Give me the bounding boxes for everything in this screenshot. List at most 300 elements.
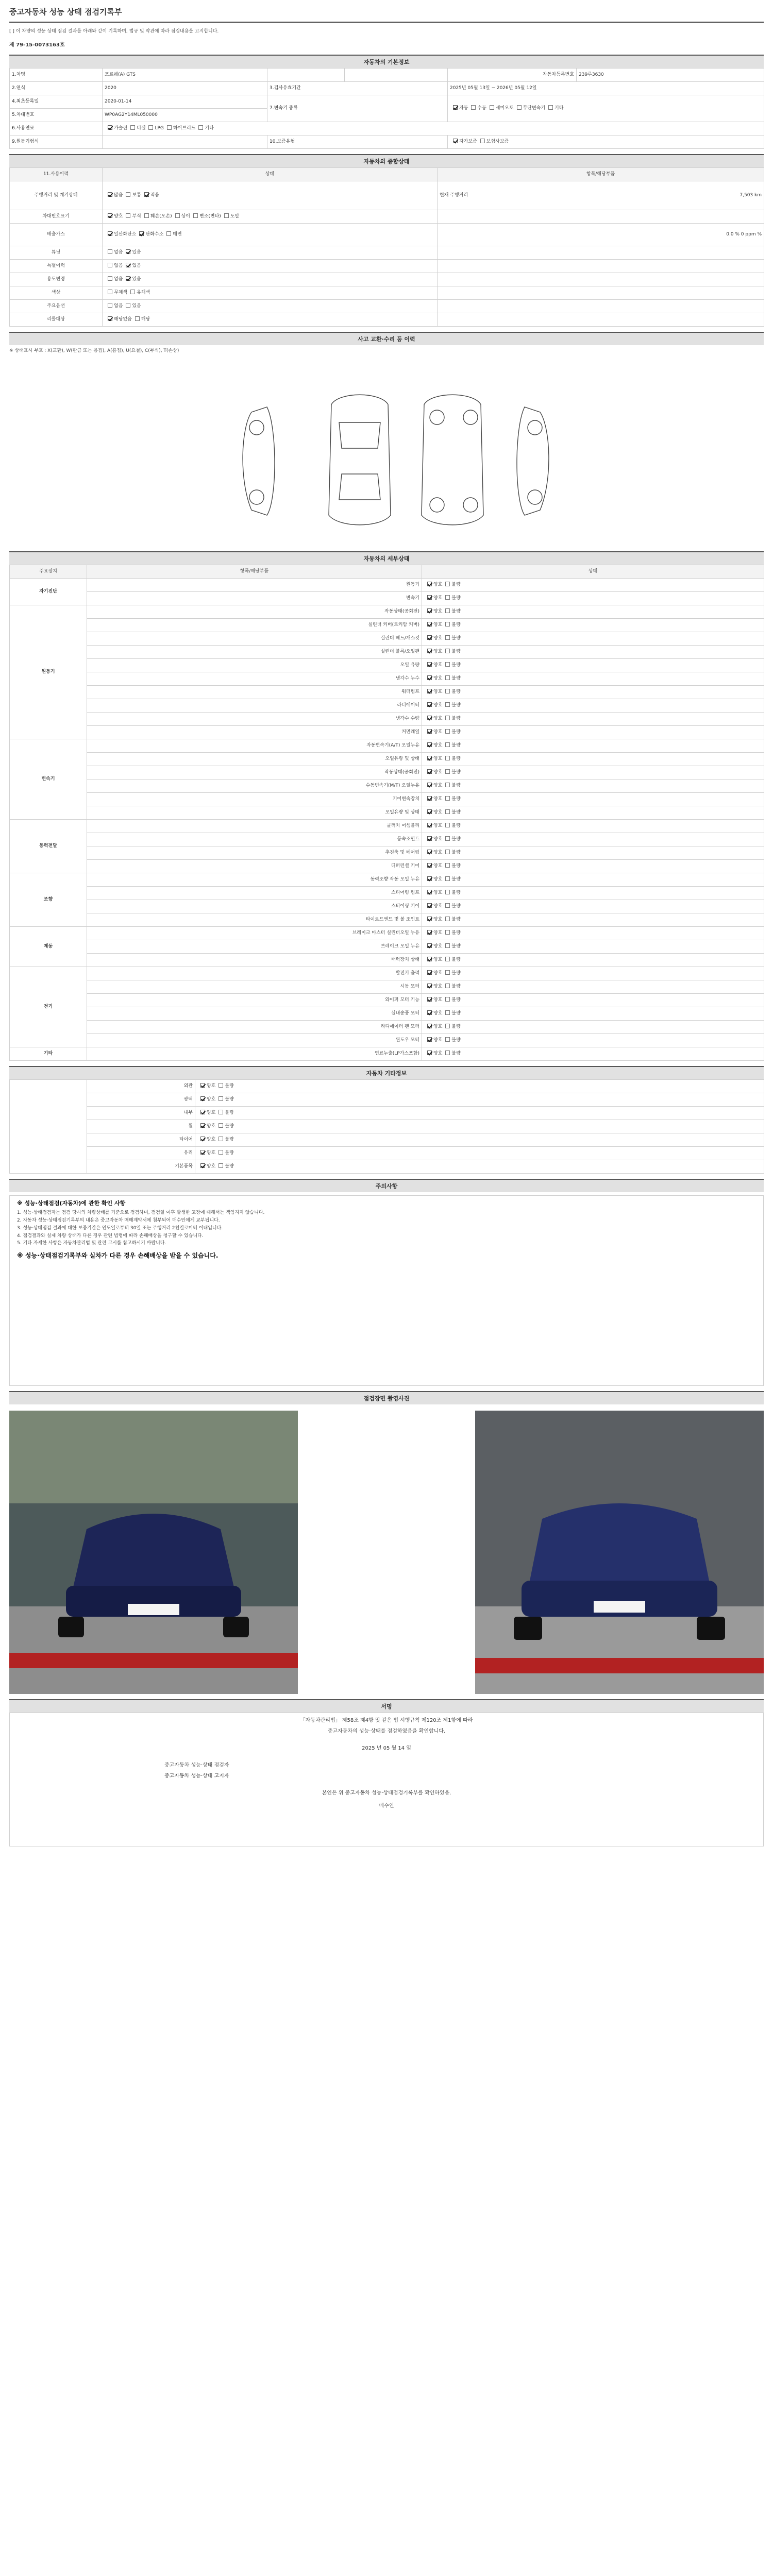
checkbox-bad[interactable]: [219, 1096, 223, 1101]
checkbox-bad[interactable]: [445, 890, 450, 894]
detail-item-name: 동력조향 작동 오일 누유: [87, 873, 422, 887]
state-bad-label: 불량: [451, 957, 461, 963]
detail-item-state: [422, 619, 764, 632]
detail-item-name: 와이퍼 모터 기능: [87, 994, 422, 1007]
checkbox-good[interactable]: [427, 890, 432, 894]
warranty-label: 10.보증유형: [267, 135, 448, 149]
state-good-label: 양호: [433, 730, 443, 735]
state-bad-label: 불량: [451, 676, 461, 682]
checkbox-bad[interactable]: [445, 1050, 450, 1055]
reg-number-value: 239루3630: [577, 69, 764, 82]
state-good-label: 양호: [433, 1038, 443, 1043]
state-good-label: 양호: [433, 1024, 443, 1030]
checkbox-bad[interactable]: [445, 608, 450, 613]
section-basic-info: 자동차의 기본정보: [9, 55, 764, 68]
detail-item-state: [422, 1034, 764, 1047]
year-value: 2020: [103, 82, 267, 95]
checkbox-good[interactable]: [427, 756, 432, 760]
detail-item-state: [422, 900, 764, 913]
checkbox-good[interactable]: [427, 675, 432, 680]
car-outline-svg: [9, 345, 764, 541]
notes-box: [9, 1195, 764, 1386]
state-good-label: 양호: [433, 957, 443, 963]
checkbox-bad[interactable]: [219, 1150, 223, 1155]
first-reg-value: 2020-01-14: [103, 95, 267, 109]
checkbox-bad[interactable]: [445, 635, 450, 640]
state-good-label: 양호: [433, 703, 443, 708]
state-bad-label: 불량: [451, 649, 461, 655]
state-bad-label: 불량: [225, 1083, 234, 1089]
detail-item-state: [422, 860, 764, 873]
checkbox-bad[interactable]: [445, 863, 450, 868]
other-item-state: [195, 1080, 764, 1093]
checkbox-bad[interactable]: [219, 1137, 223, 1141]
year-label: 2.연식: [10, 82, 103, 95]
overall-row-label: 용도변경: [10, 273, 103, 286]
detail-item-state: [422, 887, 764, 900]
detail-item-state: [422, 820, 764, 833]
inspection-photo-rear: [475, 1411, 764, 1694]
checkbox-good[interactable]: [427, 970, 432, 975]
state-good-label: 양호: [433, 663, 443, 668]
overall-row-label: 리콜대상: [10, 313, 103, 327]
checkbox-good[interactable]: [427, 863, 432, 868]
section-sign: 서명: [9, 1699, 764, 1713]
state-bad-label: 불량: [451, 783, 461, 789]
state-bad-label: 불량: [451, 1051, 461, 1057]
checkbox-good[interactable]: [427, 595, 432, 600]
checkbox-good[interactable]: [427, 783, 432, 787]
checkbox-good[interactable]: [200, 1123, 205, 1128]
sign-line-2: 중고자동차의 성능·상태를 점검하였음을 확인합니다.: [327, 1728, 446, 1735]
checkbox-good[interactable]: [200, 1163, 205, 1168]
state-good-label: 양호: [433, 1011, 443, 1016]
state-bad-label: 불량: [451, 930, 461, 936]
checkbox-bad[interactable]: [445, 729, 450, 734]
detail-head-state: 상태: [422, 565, 764, 579]
overall-table: [9, 167, 764, 327]
other-item-name: 타이어: [87, 1133, 195, 1147]
state-good-label: 양호: [433, 1051, 443, 1057]
detail-item-state: [422, 713, 764, 726]
checkbox-good[interactable]: [427, 1037, 432, 1042]
state-good-label: 양호: [207, 1110, 216, 1116]
checkbox-good[interactable]: [427, 836, 432, 841]
detail-item-state: [422, 1007, 764, 1021]
reg-number-label: 자동차등록번호: [448, 69, 577, 82]
checkbox-good[interactable]: [200, 1110, 205, 1114]
detail-item-name: 브레이크 마스터 실린더오일 누유: [87, 927, 422, 940]
checkbox-good[interactable]: [427, 1010, 432, 1015]
photo-row: [9, 1411, 764, 1694]
detail-item-state: [422, 980, 764, 994]
detail-item-state: [422, 913, 764, 927]
detail-item-name: 타이로드엔드 및 볼 조인트: [87, 913, 422, 927]
detail-item-state: [422, 632, 764, 646]
state-good-label: 양호: [433, 609, 443, 615]
detail-item-name: 오일유량 및 상태: [87, 806, 422, 820]
vin-label: 5.차대번호: [10, 109, 103, 122]
section-exterior: 사고 교환·수리 등 이력: [9, 332, 764, 345]
detail-item-name: 클러치 어셈블리: [87, 820, 422, 833]
detail-group-name: 원동기: [10, 605, 87, 739]
checkbox-bad[interactable]: [445, 756, 450, 760]
checkbox-good[interactable]: [427, 662, 432, 667]
detail-item-state: [422, 1021, 764, 1034]
detail-item-name: 수동변속기(M/T) 오일누유: [87, 779, 422, 793]
checkbox-good[interactable]: [200, 1150, 205, 1155]
checkbox-bad[interactable]: [445, 809, 450, 814]
checkbox-good[interactable]: [200, 1096, 205, 1101]
checkbox-bad[interactable]: [445, 716, 450, 720]
motor-value: [103, 135, 267, 149]
sign-inspector: 중고자동차 성능·상태 점검자: [164, 1762, 229, 1769]
transmission-options: 자동 수동 세미오토 무단변속기 기타: [448, 95, 764, 122]
detail-item-state: [422, 806, 764, 820]
note-item: 4. 점검결과와 실제 차량 상태가 다른 경우 관련 법령에 따라 손해배상을 청구할 수 있습니다.: [17, 1233, 204, 1239]
checkbox-bad[interactable]: [445, 957, 450, 961]
state-bad-label: 불량: [451, 904, 461, 909]
other-item-state: [195, 1107, 764, 1120]
detail-item-name: 냉각수 누수: [87, 672, 422, 686]
detail-item-state: [422, 659, 764, 672]
overall-row-options: 없음 있음: [103, 300, 438, 313]
checkbox-good[interactable]: [427, 796, 432, 801]
state-bad-label: 불량: [451, 636, 461, 641]
state-bad-label: 불량: [451, 997, 461, 1003]
checkbox-bad[interactable]: [445, 675, 450, 680]
detail-item-name: 커먼레일: [87, 726, 422, 739]
checkbox-bad[interactable]: [445, 622, 450, 626]
checkbox-bad[interactable]: [445, 836, 450, 841]
state-good-label: 양호: [433, 689, 443, 695]
checkbox-good[interactable]: [427, 997, 432, 1002]
detail-item-name: 브레이크 오일 누유: [87, 940, 422, 954]
state-bad-label: 불량: [451, 622, 461, 628]
state-good-label: 양호: [433, 716, 443, 722]
state-bad-label: 불량: [451, 756, 461, 762]
checkbox-bad[interactable]: [445, 649, 450, 653]
detail-item-name: 등속조인트: [87, 833, 422, 846]
section-photo: 점검장면 촬영사진: [9, 1391, 764, 1404]
state-good-label: 양호: [433, 904, 443, 909]
detail-item-state: [422, 686, 764, 699]
section-other: 자동차 기타정보: [9, 1066, 764, 1079]
detail-item-name: 자동변속기(A/T) 오일누유: [87, 739, 422, 753]
detail-item-state: [422, 646, 764, 659]
detail-item-name: 배력장치 상태: [87, 954, 422, 967]
checkbox-bad[interactable]: [445, 742, 450, 747]
sign-seller: 중고자동차 성능·상태 고지자: [164, 1773, 229, 1780]
checkbox-bad[interactable]: [445, 1024, 450, 1028]
document-title: 중고자동차 성능 상태 점검기록부: [9, 7, 764, 23]
inspection-period-label: 3.검사유효기간: [267, 82, 448, 95]
detail-item-name: 기어변속장치: [87, 793, 422, 806]
checkbox-bad[interactable]: [445, 1037, 450, 1042]
checkbox-good[interactable]: [427, 729, 432, 734]
detail-item-state: [422, 967, 764, 980]
warranty-options: 자가보증 보험사보증: [448, 135, 764, 149]
sign-line-3: 본인은 위 중고자동차 성능·상태점검기록부를 확인하였음.: [322, 1790, 451, 1797]
detail-item-state: [422, 766, 764, 779]
overall-row-label: 특별이력: [10, 260, 103, 273]
detail-head-item: 항목/해당부품: [87, 565, 422, 579]
detail-item-state: [422, 672, 764, 686]
other-item-state: [195, 1147, 764, 1160]
state-good-label: 양호: [207, 1164, 216, 1170]
state-good-label: 양호: [433, 863, 443, 869]
detail-head-system: 주요장치: [10, 565, 87, 579]
checkbox-bad[interactable]: [445, 930, 450, 935]
sign-line-1: 「자동차관리법」 제58조 제4항 및 같은 법 시행규칙 제120조 제1항에 따라: [300, 1718, 473, 1724]
checkbox-good[interactable]: [427, 742, 432, 747]
checkbox-good[interactable]: [427, 903, 432, 908]
other-group-cell: [10, 1080, 87, 1174]
checkbox-good[interactable]: [427, 957, 432, 961]
overall-row-options: 무채색 유채색: [103, 286, 438, 300]
checkbox-good[interactable]: [427, 622, 432, 626]
checkbox-good[interactable]: [427, 823, 432, 827]
checkbox-bad[interactable]: [219, 1163, 223, 1168]
state-bad-label: 불량: [451, 850, 461, 856]
other-item-name: 휠: [87, 1120, 195, 1133]
notice-text: [ ] 이 차량의 성능 상태 점검 결과를 아래와 같이 기록하며, 법규 및 약관에 따라 점검내용을 고지합니다.: [9, 28, 219, 34]
checkbox-bad[interactable]: [445, 850, 450, 854]
detail-item-state: [422, 699, 764, 713]
detail-item-state: [422, 579, 764, 592]
state-good-label: 양호: [433, 676, 443, 682]
detail-item-name: 오일 유량: [87, 659, 422, 672]
checkbox-good[interactable]: [427, 1050, 432, 1055]
checkbox-bad[interactable]: [445, 917, 450, 921]
detail-item-name: 냉각수 수량: [87, 713, 422, 726]
other-item-state: [195, 1160, 764, 1174]
detail-table: [9, 565, 764, 1061]
checkbox-good[interactable]: [427, 689, 432, 693]
detail-item-name: 실린더 커버(로커암 커버): [87, 619, 422, 632]
state-bad-label: 불량: [451, 984, 461, 990]
detail-item-state: [422, 793, 764, 806]
checkbox-bad[interactable]: [219, 1123, 223, 1128]
detail-item-name: 워터펌프: [87, 686, 422, 699]
detail-item-name: 실린더 블록/오일팬: [87, 646, 422, 659]
checkbox-bad[interactable]: [445, 903, 450, 908]
detail-item-state: [422, 753, 764, 766]
checkbox-good[interactable]: [427, 876, 432, 881]
checkbox-bad[interactable]: [445, 582, 450, 586]
state-bad-label: 불량: [225, 1150, 234, 1156]
state-bad-label: 불량: [451, 863, 461, 869]
state-bad-label: 불량: [451, 796, 461, 802]
overall-row-label: 배출가스: [10, 224, 103, 246]
detail-item-state: [422, 726, 764, 739]
detail-item-state: [422, 927, 764, 940]
detail-item-state: [422, 605, 764, 619]
certificate-number: 제 79-15-0073163호: [9, 42, 65, 48]
detail-item-state: [422, 739, 764, 753]
overall-row-label: 주행거리 및 계기상태: [10, 181, 103, 210]
state-good-label: 양호: [433, 756, 443, 762]
state-good-label: 양호: [433, 743, 443, 749]
state-good-label: 양호: [433, 971, 443, 976]
detail-item-name: 작동상태(공회전): [87, 766, 422, 779]
checkbox-good[interactable]: [427, 608, 432, 613]
checkbox-bad[interactable]: [445, 943, 450, 948]
detail-group-name: 제동: [10, 927, 87, 967]
state-good-label: 양호: [433, 837, 443, 842]
car-name-value: 포르쉐(A) GTS: [103, 69, 267, 82]
checkbox-bad[interactable]: [219, 1110, 223, 1114]
state-bad-label: 불량: [451, 596, 461, 601]
state-bad-label: 불량: [451, 730, 461, 735]
state-good-label: 양호: [433, 944, 443, 950]
state-good-label: 양호: [433, 649, 443, 655]
section-detail: 자동차의 세부상태: [9, 551, 764, 565]
detail-item-name: 작동상태(공회전): [87, 605, 422, 619]
notes-title: ※ 성능·상태점검(자동차)에 관한 확인 사항: [17, 1200, 126, 1207]
checkbox-good[interactable]: [427, 702, 432, 707]
checkbox-bad[interactable]: [445, 876, 450, 881]
car-name-label: 1.차명: [10, 69, 103, 82]
detail-item-state: [422, 846, 764, 860]
detail-item-state: [422, 873, 764, 887]
detail-item-state: [422, 1047, 764, 1061]
section-overall: 자동차의 종합상태: [9, 154, 764, 167]
state-bad-label: 불량: [225, 1124, 234, 1129]
state-good-label: 양호: [207, 1124, 216, 1129]
other-item-state: [195, 1133, 764, 1147]
checkbox-good[interactable]: [427, 850, 432, 854]
state-bad-label: 불량: [225, 1110, 234, 1116]
overall-head-item: 항목/해당부품: [438, 168, 764, 181]
checkbox-bad[interactable]: [445, 662, 450, 667]
overall-row-options: 없음 있음: [103, 246, 438, 260]
detail-item-name: 변속기: [87, 592, 422, 605]
motor-label: 9.원동기형식: [10, 135, 103, 149]
inspection-period-value: 2025년 05월 13일 ~ 2026년 05월 12일: [448, 82, 764, 95]
state-bad-label: 불량: [451, 1038, 461, 1043]
note-item: 2. 자동차 성능·상태점검기록부의 내용은 중고자동차 매매계약서에 첨부되어 매수인에게 교부됩니다.: [17, 1218, 220, 1224]
checkbox-bad[interactable]: [445, 769, 450, 774]
state-bad-label: 불량: [451, 917, 461, 923]
overall-row-options: 양호 부식 훼손(오손) 상이 변조(변타) 도말: [103, 210, 438, 224]
other-item-name: 내부: [87, 1107, 195, 1120]
checkbox-bad[interactable]: [445, 823, 450, 827]
overall-head-usage: 11.사용이력: [10, 168, 103, 181]
sign-date: 2025 년 05 월 14 일: [362, 1745, 411, 1752]
state-bad-label: 불량: [451, 944, 461, 950]
detail-item-name: 스티어링 기어: [87, 900, 422, 913]
state-bad-label: 불량: [451, 823, 461, 829]
checkbox-bad[interactable]: [445, 984, 450, 988]
inspection-photo-front: [9, 1411, 298, 1694]
detail-item-name: 연료누출(LP가스포함): [87, 1047, 422, 1061]
state-good-label: 양호: [207, 1083, 216, 1089]
checkbox-good[interactable]: [427, 917, 432, 921]
checkbox-bad[interactable]: [445, 783, 450, 787]
checkbox-good[interactable]: [427, 635, 432, 640]
sign-buyer: 매수인: [379, 1803, 394, 1809]
checkbox-bad[interactable]: [445, 689, 450, 693]
checkbox-bad[interactable]: [445, 595, 450, 600]
state-good-label: 양호: [433, 877, 443, 883]
checkbox-bad[interactable]: [445, 796, 450, 801]
checkbox-good[interactable]: [200, 1083, 205, 1088]
other-item-state: [195, 1093, 764, 1107]
notes-warning: ※ 성능·상태점검기록부와 실차가 다른 경우 손해배상을 받을 수 있습니다.: [17, 1251, 219, 1259]
checkbox-good[interactable]: [427, 1024, 432, 1028]
state-bad-label: 불량: [451, 716, 461, 722]
checkbox-bad[interactable]: [445, 702, 450, 707]
detail-item-name: 실내송풍 모터: [87, 1007, 422, 1021]
state-good-label: 양호: [433, 930, 443, 936]
basic-info-table: [9, 68, 764, 149]
state-bad-label: 불량: [225, 1097, 234, 1103]
checkbox-bad[interactable]: [445, 1010, 450, 1015]
note-item: 5. 기타 자세한 사항은 자동차관리법 및 관련 고시를 참고하시기 바랍니다.: [17, 1241, 166, 1246]
state-bad-label: 불량: [225, 1164, 234, 1170]
detail-group-name: 동력전달: [10, 820, 87, 873]
detail-item-name: 윈도우 모터: [87, 1034, 422, 1047]
checkbox-good[interactable]: [427, 649, 432, 653]
state-bad-label: 불량: [451, 663, 461, 668]
detail-item-state: [422, 994, 764, 1007]
state-good-label: 양호: [433, 810, 443, 816]
state-good-label: 양호: [433, 636, 443, 641]
detail-item-name: 추진축 및 베어링: [87, 846, 422, 860]
checkbox-good[interactable]: [427, 769, 432, 774]
overall-row-label: 차대번호표기: [10, 210, 103, 224]
overall-head-state: 상태: [103, 168, 438, 181]
state-good-label: 양호: [433, 917, 443, 923]
state-bad-label: 불량: [451, 877, 461, 883]
checkbox-bad[interactable]: [445, 970, 450, 975]
detail-group-name: 조향: [10, 873, 87, 927]
checkbox-good[interactable]: [427, 930, 432, 935]
other-item-name: 유리: [87, 1147, 195, 1160]
checkbox-good[interactable]: [427, 582, 432, 586]
state-good-label: 양호: [433, 890, 443, 896]
checkbox-good[interactable]: [427, 716, 432, 720]
overall-row-label: 주요옵션: [10, 300, 103, 313]
state-good-label: 양호: [433, 997, 443, 1003]
other-table: [9, 1079, 764, 1174]
state-good-label: 양호: [433, 796, 443, 802]
checkbox-bad[interactable]: [219, 1083, 223, 1088]
state-good-label: 양호: [433, 582, 443, 588]
overall-row-options: 없음 있음: [103, 260, 438, 273]
overall-row-options: 없음 있음: [103, 273, 438, 286]
state-bad-label: 불량: [451, 703, 461, 708]
state-bad-label: 불량: [451, 890, 461, 896]
detail-item-state: [422, 833, 764, 846]
checkbox-good[interactable]: [427, 809, 432, 814]
checkbox-bad[interactable]: [445, 997, 450, 1002]
state-good-label: 양호: [433, 770, 443, 775]
state-good-label: 양호: [433, 823, 443, 829]
checkbox-good[interactable]: [200, 1137, 205, 1141]
transmission-label: 7.변속기 종류: [267, 95, 448, 122]
overall-row-options: 해당없음 해당: [103, 313, 438, 327]
checkbox-good[interactable]: [427, 984, 432, 988]
mileage-value: 현재 주행거리 7,503 km: [438, 181, 764, 210]
detail-item-name: 실린더 헤드/개스킷: [87, 632, 422, 646]
checkbox-good[interactable]: [427, 943, 432, 948]
detail-item-name: 원동기: [87, 579, 422, 592]
detail-item-name: 시동 모터: [87, 980, 422, 994]
detail-group-name: 기타: [10, 1047, 87, 1061]
state-bad-label: 불량: [451, 810, 461, 816]
